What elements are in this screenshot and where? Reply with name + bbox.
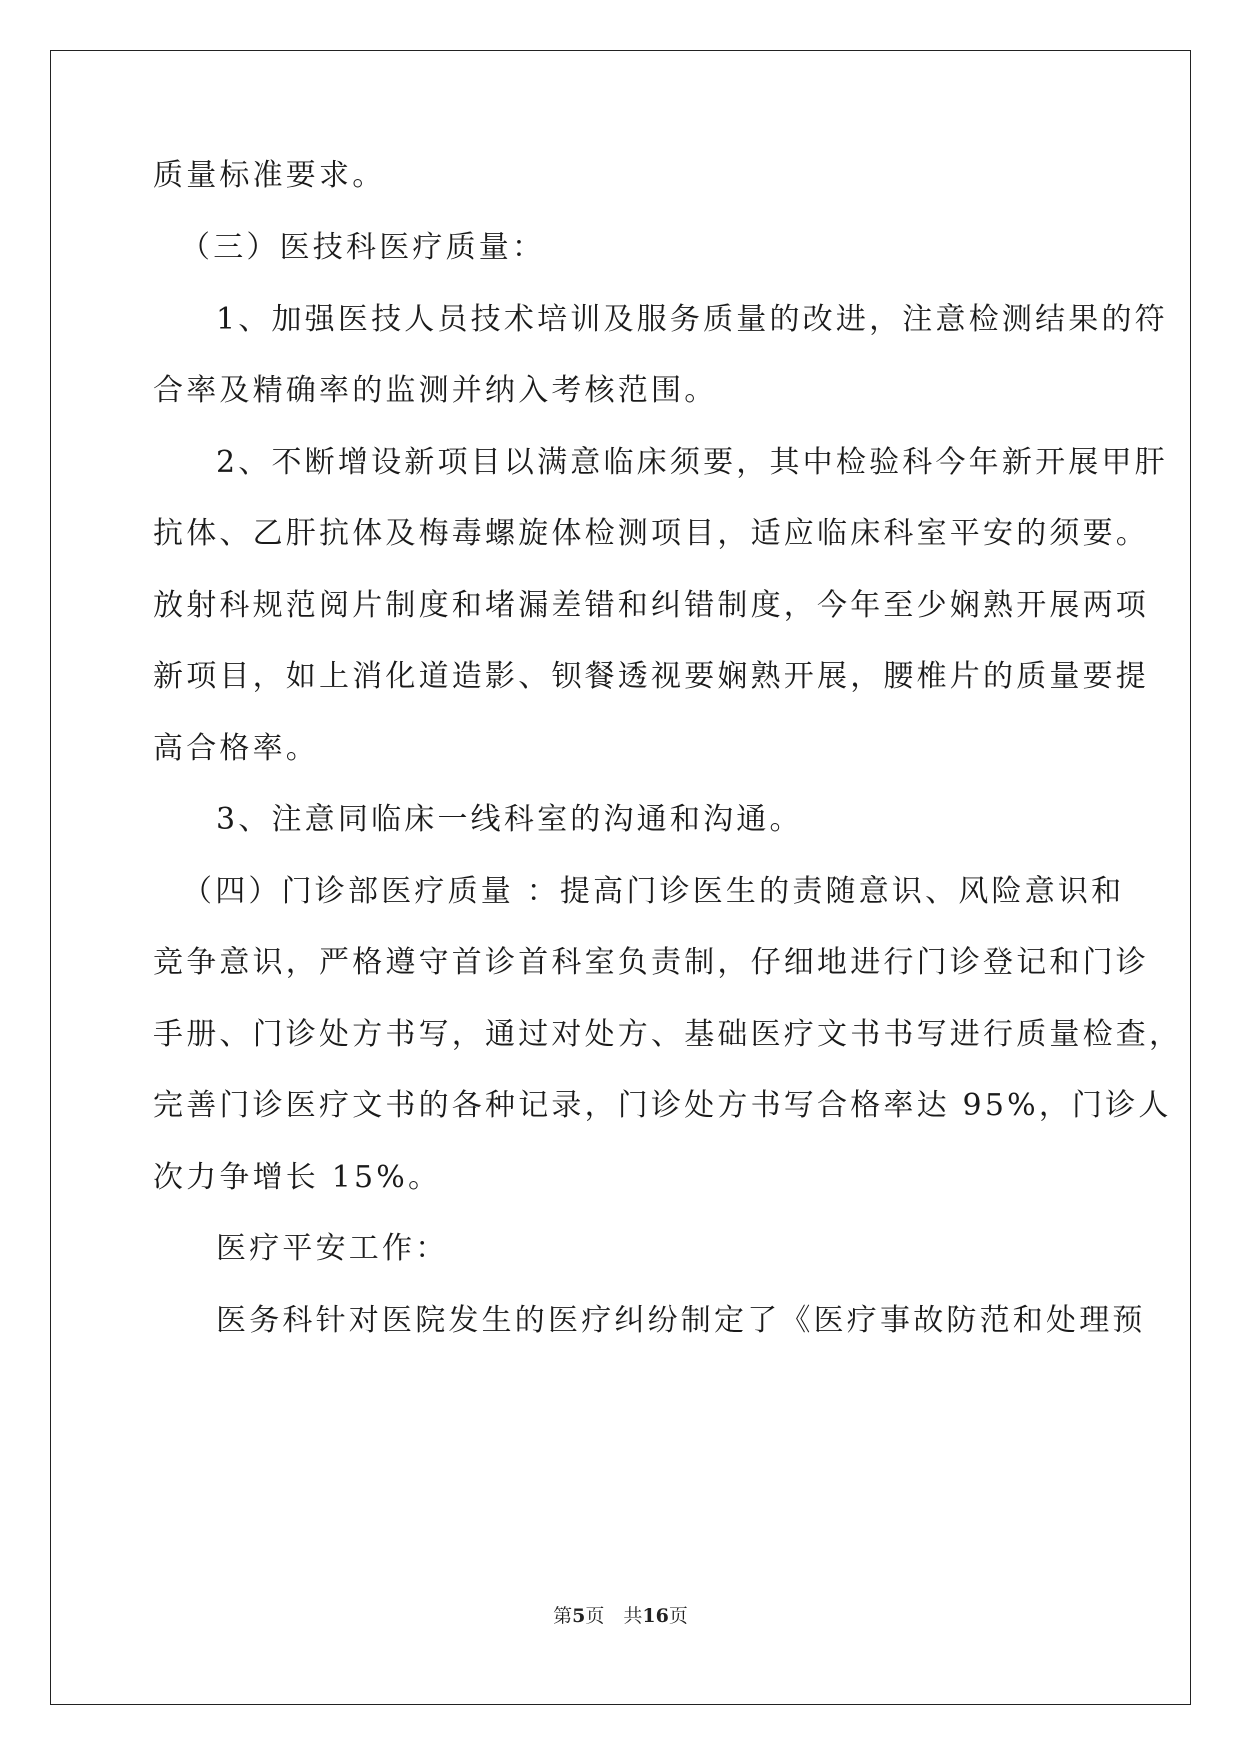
text-line: 抗体、乙肝抗体及梅毒螺旋体检测项目，适应临床科室平安的须要。 (153, 516, 1149, 551)
section-heading: （四）门诊部医疗质量 ：提高门诊医生的责随意识、风险意识和 (182, 874, 1125, 909)
text-line: 2、不断增设新项目以满意临床须要，其中检验科今年新开展甲肝 (216, 445, 1168, 480)
footer-suffix: 页 (668, 1605, 688, 1627)
section-heading: 医疗平安工作： (216, 1231, 449, 1266)
footer-middle: 页 共 (585, 1605, 643, 1627)
text-line: 1、加强医技人员技术培训及服务质量的改进，注意检测结果的符 (216, 302, 1168, 337)
footer-prefix: 第 (553, 1605, 573, 1627)
total-pages: 16 (642, 1605, 669, 1627)
text-line: 手册、门诊处方书写，通过对处方、基础医疗文书书写进行质量检查， (153, 1017, 1183, 1052)
text-line: 放射科规范阅片制度和堵漏差错和纠错制度，今年至少娴熟开展两项 (153, 588, 1149, 623)
text-line: 新项目，如上消化道造影、钡餐透视要娴熟开展，腰椎片的质量要提 (153, 659, 1149, 694)
text-line: 竞争意识，严格遵守首诊首科室负责制，仔细地进行门诊登记和门诊 (153, 945, 1149, 980)
section-heading: （三）医技科医疗质量： (180, 230, 546, 265)
text-line: 3、注意同临床一线科室的沟通和沟通。 (216, 802, 803, 837)
text-line: 合率及精确率的监测并纳入考核范围。 (153, 373, 718, 408)
text-line: 完善门诊医疗文书的各种记录，门诊处方书写合格率达 95%，门诊人 (153, 1088, 1172, 1123)
page-number: 5 (572, 1605, 586, 1627)
page-footer (0, 1604, 1241, 1628)
text-line: 质量标准要求。 (153, 158, 386, 193)
text-line: 医务科针对医院发生的医疗纠纷制定了《医疗事故防范和处理预 (216, 1303, 1146, 1338)
text-line: 次力争增长 15%。 (153, 1160, 442, 1195)
text-line: 高合格率。 (153, 731, 319, 766)
